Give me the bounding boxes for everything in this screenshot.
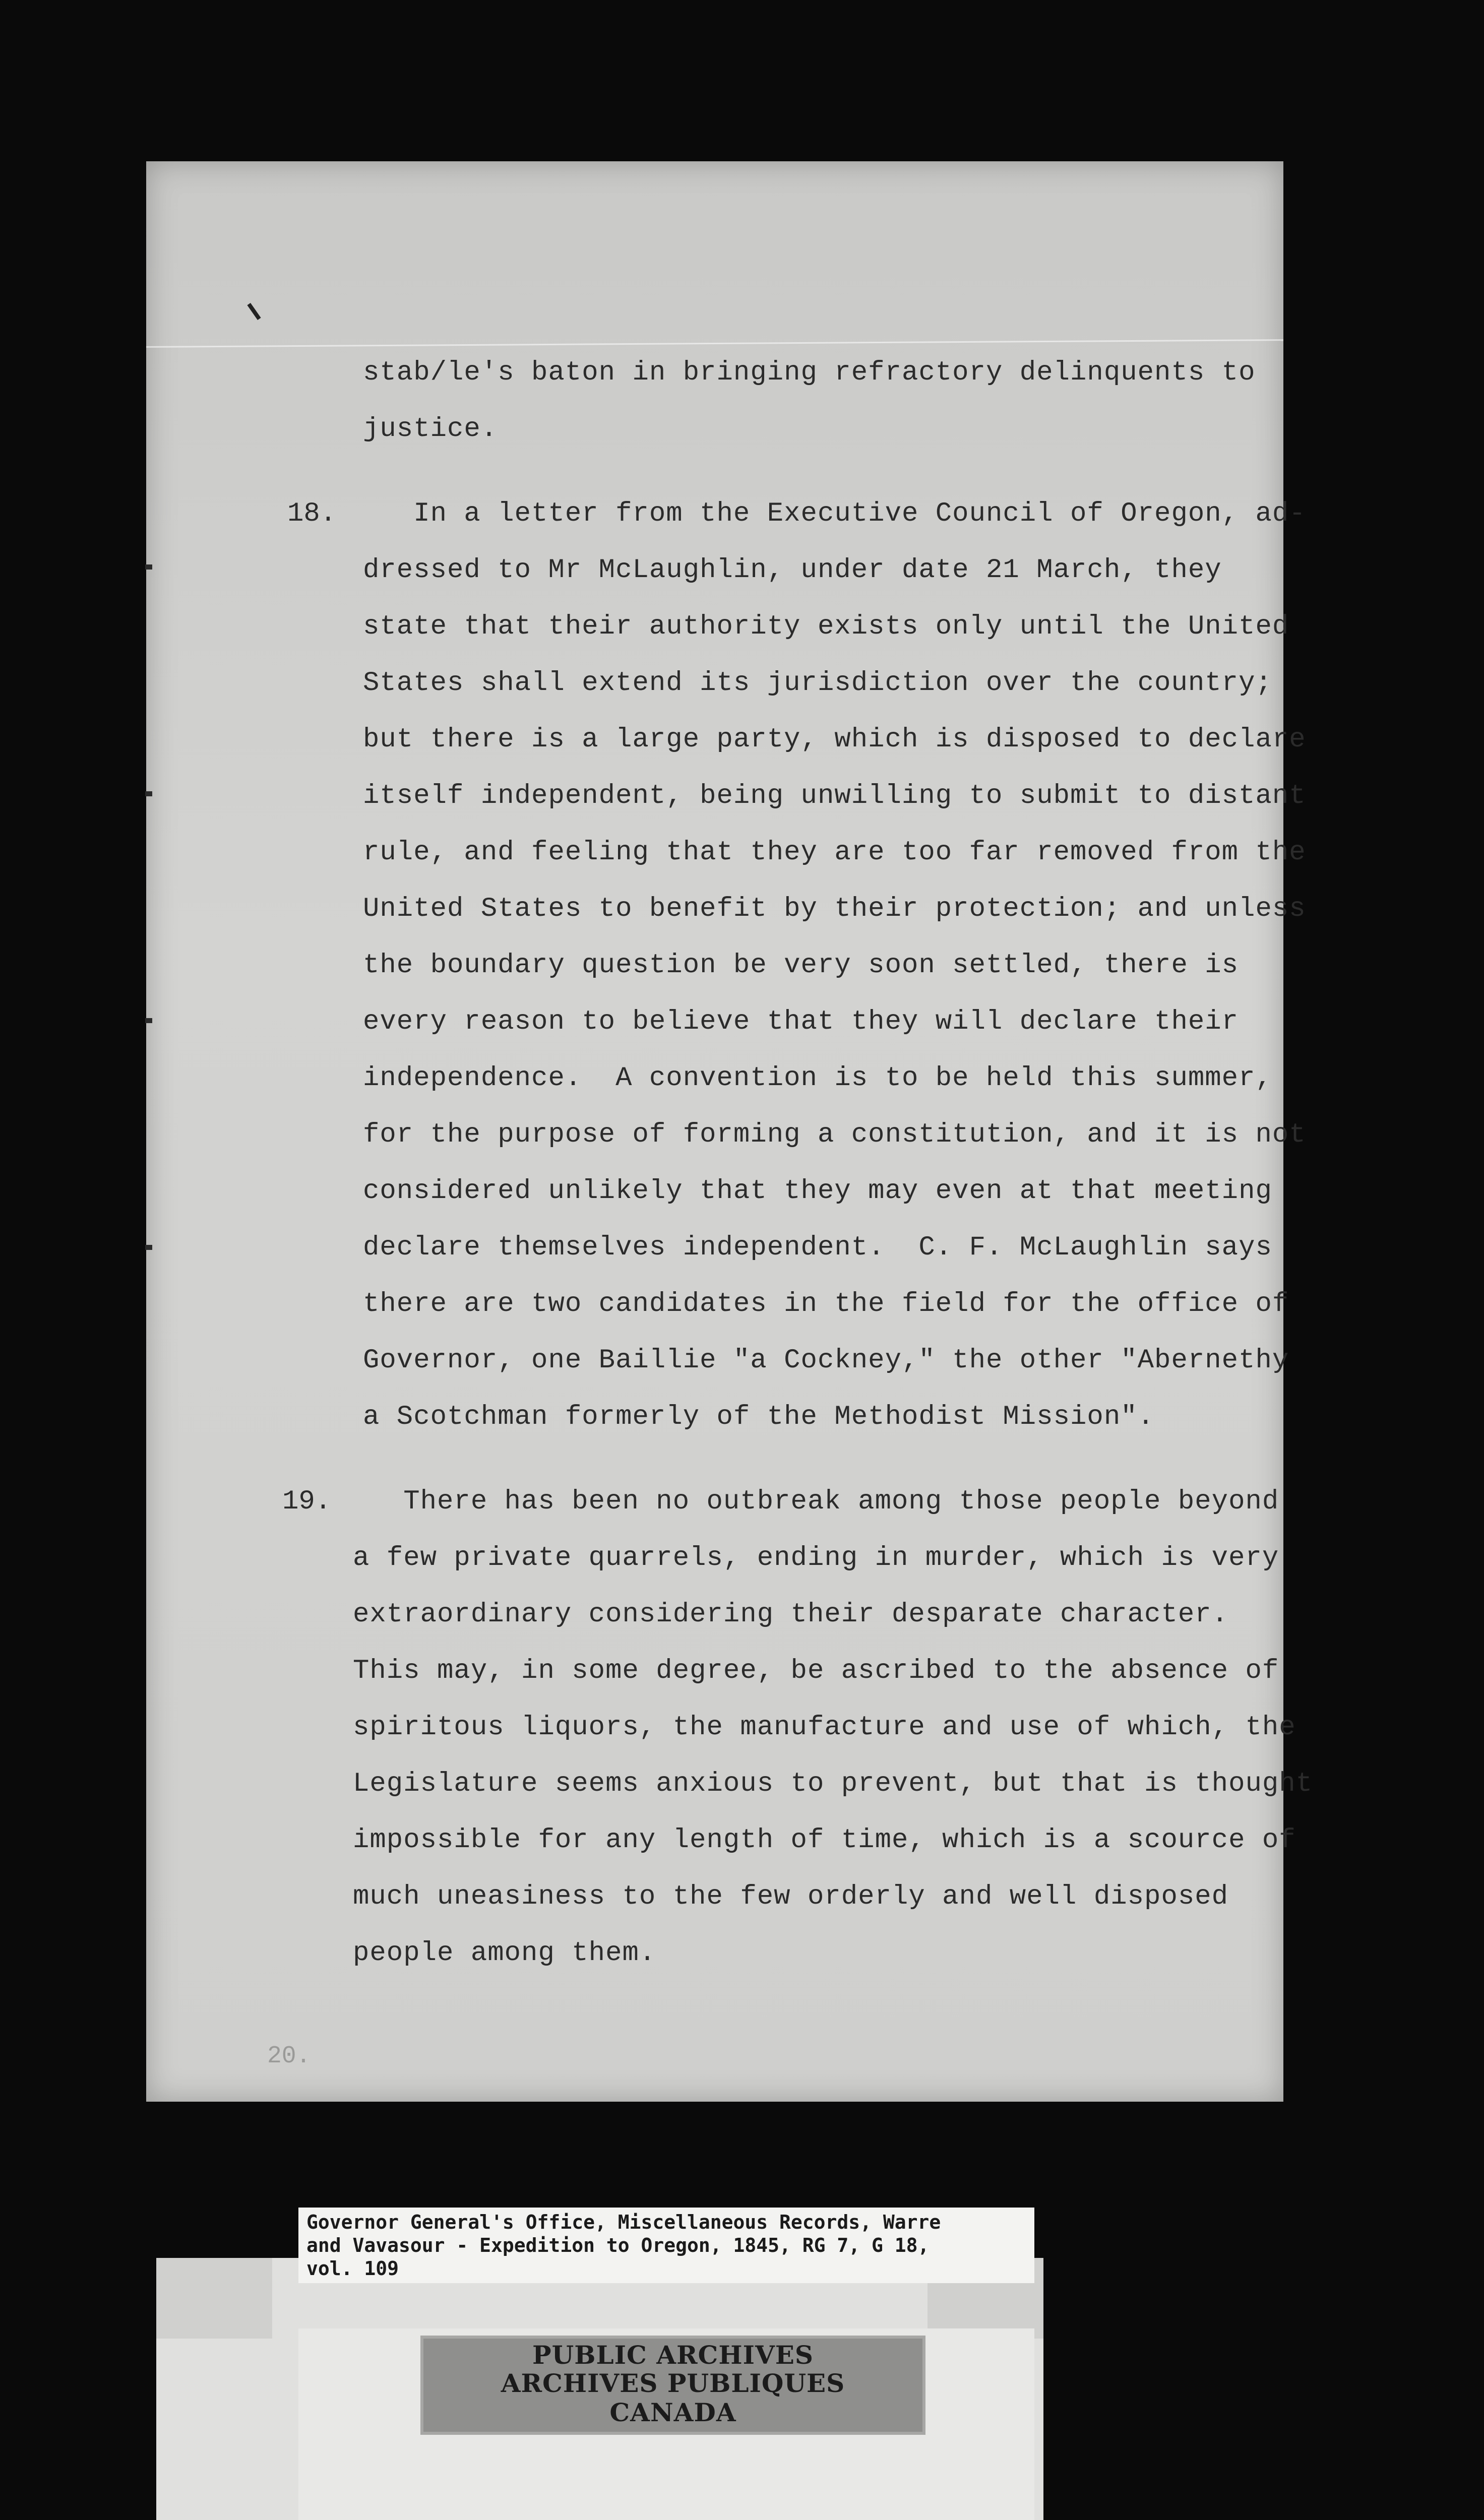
paragraph-line: Governor, one Baillie "a Cockney," the other "Abernethy — [363, 1345, 1289, 1376]
paragraph-line: itself independent, being unwilling to submit to distant — [363, 781, 1306, 811]
paragraph-line: Legislature seems anxious to prevent, but that is thought — [353, 1769, 1313, 1799]
paragraph-line: for the purpose of forming a constitution, and it is not — [363, 1119, 1306, 1150]
label-line: vol. 109 — [306, 2257, 399, 2280]
paragraph-line: dressed to Mr McLaughlin, under date 21 March, they — [363, 555, 1222, 586]
paragraph-line: spiritous liquors, the manufacture and use of which, the — [353, 1712, 1296, 1743]
paragraph-number: 19. — [282, 1486, 332, 1517]
paragraph-line: people among them. — [353, 1938, 656, 1969]
margin-tick-mark — [247, 303, 261, 320]
archive-reference-label — [298, 2208, 1034, 2283]
paragraph-line: States shall extend its jurisdiction over the country; — [363, 668, 1272, 699]
carryover-line: stab/le's baton in bringing refractory delinquents to — [363, 357, 1256, 388]
paragraph-line: impossible for any length of time, which is a scource of — [353, 1825, 1296, 1856]
paragraph-line: declare themselves independent. C. F. McLaughlin says — [363, 1232, 1272, 1263]
margin-mark — [145, 1018, 152, 1023]
paragraph-line: considered unlikely that they may even at that meeting — [363, 1176, 1272, 1207]
margin-mark — [145, 791, 152, 796]
paragraph-line: United States to benefit by their protection; and unless — [363, 894, 1306, 924]
holder-tab-left — [156, 2258, 272, 2339]
stamp-line: ARCHIVES PUBLIQUES — [501, 2368, 845, 2398]
paragraph-line: a few private quarrels, ending in murder, which is very — [353, 1543, 1279, 1573]
next-paragraph-number: 20. — [267, 2043, 311, 2070]
paragraph-line: This may, in some degree, be ascribed to the absence of — [353, 1656, 1279, 1686]
label-line: Governor General's Office, Miscellaneous Records, Warre — [306, 2211, 941, 2233]
typed-page — [146, 161, 1313, 2102]
stamp-line: CANADA — [609, 2398, 736, 2427]
margin-mark — [145, 564, 152, 570]
paragraph-line: but there is a large party, which is disposed to declare — [363, 724, 1306, 755]
paragraph-line: a Scotchman formerly of the Methodist Mission". — [363, 1402, 1155, 1432]
film-scratch — [146, 339, 1283, 348]
paragraph-line: rule, and feeling that they are too far removed from the — [363, 837, 1306, 868]
paragraph-line: the boundary question be very soon settled, there is — [363, 950, 1239, 981]
public-archives-stamp — [423, 2339, 922, 2432]
paragraph-line: extraordinary considering their desparate character. — [353, 1599, 1229, 1630]
paragraph-line: There has been no outbreak among those people beyond — [353, 1486, 1279, 1517]
label-line: and Vavasour - Expedition to Oregon, 1845, RG 7, G 18, — [306, 2234, 930, 2256]
paragraph-line: independence. A convention is to be held this summer, — [363, 1063, 1272, 1094]
carryover-line: justice. — [363, 414, 498, 445]
margin-mark — [145, 1245, 152, 1250]
paragraph-line: state that their authority exists only until the United — [363, 611, 1289, 642]
paragraph-line: every reason to believe that they will declare their — [363, 1006, 1239, 1037]
stamp-line: PUBLIC ARCHIVES — [532, 2340, 814, 2370]
paragraph-line: there are two candidates in the field for the office of — [363, 1289, 1289, 1319]
paragraph-line: In a letter from the Executive Council of Oregon, ad- — [363, 498, 1306, 529]
paragraph-number: 18. — [287, 498, 337, 529]
paragraph-line: much uneasiness to the few orderly and well disposed — [353, 1881, 1229, 1912]
